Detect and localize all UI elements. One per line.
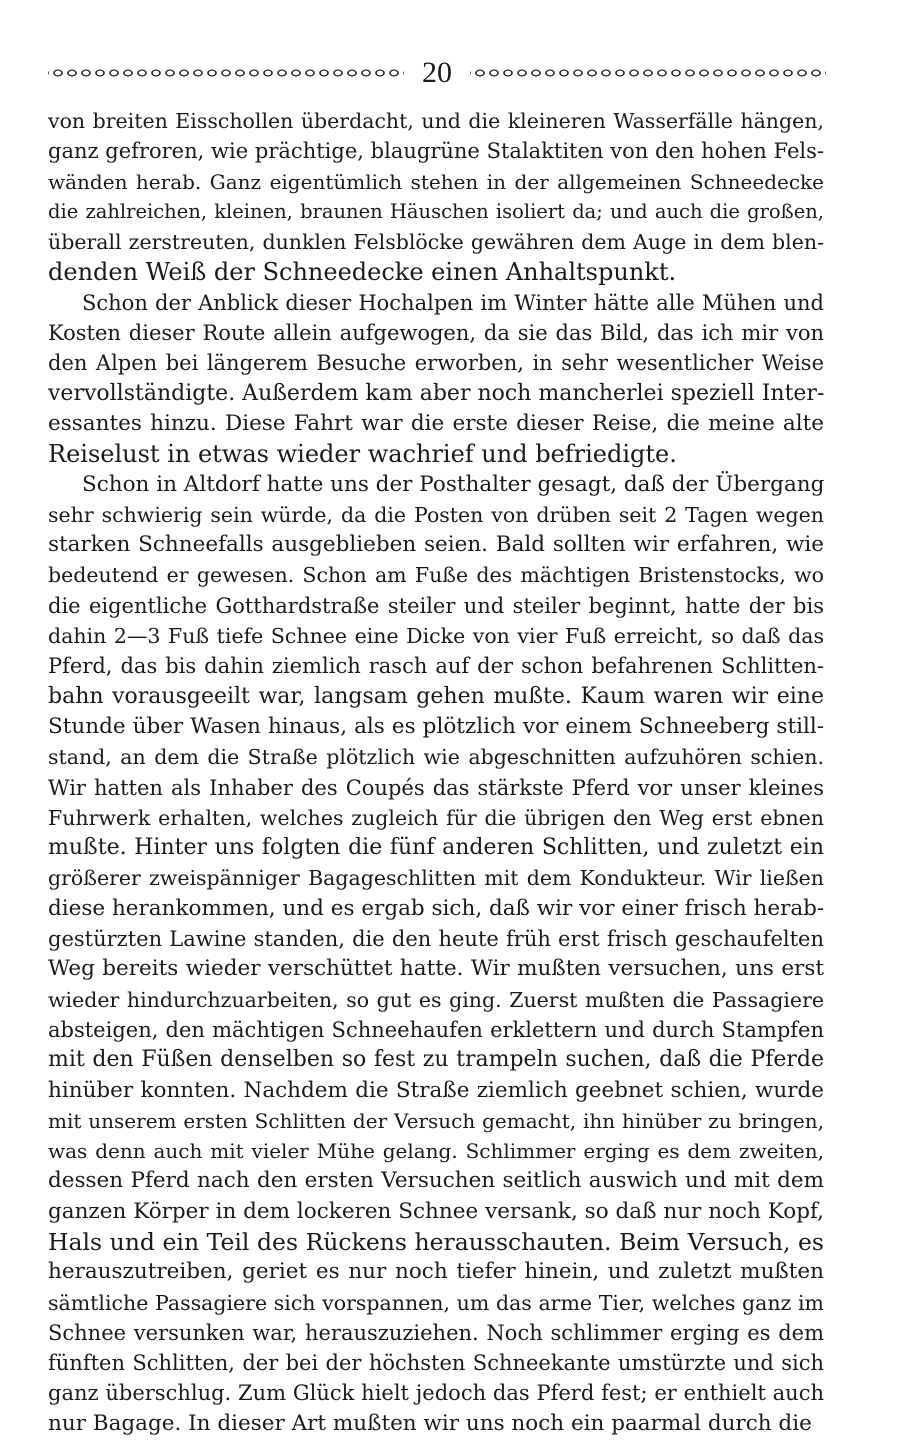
text-line: Wir hatten als Inhaber des Coupés das stärkste Pferd vor unser kleines — [48, 775, 824, 800]
text-line: mit den Füßen denselben so fest zu trampeln suchen, daß die Pferde — [48, 1047, 824, 1073]
ornament-left — [48, 66, 404, 80]
text-line: was denn auch mit vieler Mühe gelang. Schlimmer erging es dem zweiten, — [48, 1139, 824, 1164]
text-line: ganz gefroren, wie prächtige, blaugrüne Stalaktiten von den hohen Fels- — [48, 139, 824, 164]
text-line: mit unserem ersten Schlitten der Versuch gemacht, ihn hinüber zu bringen, — [48, 1108, 824, 1133]
text-line: vervollständigte. Außerdem kam aber noch mancherlei speziell Inter- — [48, 380, 824, 406]
text-line: Stunde über Wasen hinaus, als es plötzlich vor einem Schneeberg still- — [48, 713, 824, 739]
text-line: Schnee versunken war, herauszuziehen. Noch schlimmer erging es dem — [48, 1320, 824, 1345]
text-line: sämtliche Passagiere sich vorspannen, um das arme Tier, welches ganz im — [48, 1290, 824, 1315]
ornament-right — [470, 66, 826, 80]
text-line: bahn vorausgeeilt war, langsam gehen mußte. Kaum waren wir eine — [48, 683, 824, 709]
body-text — [48, 106, 824, 1439]
text-line: bedeutend er gewesen. Schon am Fuße des mächtigen Bristenstocks, wo — [48, 563, 824, 588]
text-line: Fuhrwerk erhalten, welches zugleich für die übrigen den Weg erst ebnen — [48, 805, 824, 830]
text-line: herauszutreiben, geriet es nur noch tiefer hinein, und zuletzt mußten — [48, 1259, 824, 1285]
text-line: dessen Pferd nach den ersten Versuchen seitlich auswich und mit dem — [48, 1168, 824, 1194]
text-line: Schon der Anblick dieser Hochalpen im Winter hätte alle Mühen und — [82, 290, 824, 315]
text-line: hinüber konnten. Nachdem die Straße ziemlich geebnet schien, wurde — [48, 1077, 824, 1103]
text-line: die eigentliche Gotthardstraße steiler und steiler beginnt, hatte der bis — [48, 593, 824, 618]
paragraph — [48, 106, 824, 288]
paragraph — [48, 288, 824, 470]
text-line: den Alpen bei längerem Besuche erworben, in sehr wesentlicher Weise — [48, 351, 824, 376]
text-line: diese herankommen, und es ergab sich, daß wir vor einer frisch herab- — [48, 895, 824, 921]
text-line: fünften Schlitten, der bei der höchsten Schneekante umstürzte und sich — [48, 1351, 824, 1376]
text-line: sehr schwierig sein würde, da die Posten von drüben seit 2 Tagen wegen — [48, 502, 824, 527]
text-line: starken Schneefalls ausgeblieben seien. Bald sollten wir erfahren, wie — [48, 532, 824, 558]
text-line: wänden herab. Ganz eigentümlich stehen in der allgemeinen Schneedecke — [48, 169, 824, 194]
text-line: stand, an dem die Straße plötzlich wie abgeschnitten aufzuhören schien. — [48, 745, 824, 770]
text-line: Kosten dieser Route allein aufgewogen, da sie das Bild, das ich mir von — [48, 321, 824, 346]
text-line: Pferd, das bis dahin ziemlich rasch auf der schon befahrenen Schlitten- — [48, 654, 824, 679]
page-number: 20 — [422, 56, 452, 89]
text-line: ganz überschlug. Zum Glück hielt jedoch das Pferd fest; er enthielt auch — [48, 1381, 824, 1406]
text-line: die zahlreichen, kleinen, braunen Häuschen isoliert da; und auch die großen, — [48, 199, 824, 223]
text-line: gestürzten Lawine standen, die den heute früh erst frisch geschaufelten — [48, 927, 824, 952]
text-line: essantes hinzu. Diese Fahrt war die erste dieser Reise, die meine alte — [48, 410, 824, 436]
text-line: ganzen Körper in dem lockeren Schnee versank, so daß nur noch Kopf, — [48, 1198, 824, 1224]
page-header — [48, 56, 826, 90]
text-line: Hals und ein Teil des Rückens herausschauten. Beim Versuch, es — [48, 1227, 824, 1256]
text-line: absteigen, den mächtigen Schneehaufen erklettern und durch Stampfen — [48, 1017, 824, 1042]
text-line: nur Bagage. In dieser Art mußten wir uns noch ein paarmal durch die — [48, 1410, 812, 1436]
text-line: Schon in Altdorf hatte uns der Posthalter gesagt, daß der Übergang — [82, 471, 824, 497]
text-line: mußte. Hinter uns folgten die fünf anderen Schlitten, und zuletzt ein — [48, 835, 824, 861]
text-line: von breiten Eisschollen überdacht, und die kleineren Wasserfälle hängen, — [48, 109, 824, 133]
text-line: Reiselust in etwas wieder wachrief und befriedigte. — [48, 440, 677, 469]
text-line: dahin 2—3 Fuß tiefe Schnee eine Dicke von vier Fuß erreicht, so daß das — [48, 624, 824, 649]
text-line: überall zerstreuten, dunklen Felsblöcke gewähren dem Auge in dem blen- — [48, 230, 824, 255]
text-line: größerer zweispänniger Bagageschlitten mit dem Kondukteur. Wir ließen — [48, 866, 824, 891]
text-line: Weg bereits wieder verschüttet hatte. Wir mußten versuchen, uns erst — [48, 956, 824, 982]
text-line: wieder hindurchzuarbeiten, so gut es ging. Zuerst mußten die Passagiere — [48, 987, 824, 1012]
text-line: denden Weiß der Schneedecke einen Anhaltspunkt. — [48, 258, 677, 287]
paragraph — [48, 470, 824, 1440]
